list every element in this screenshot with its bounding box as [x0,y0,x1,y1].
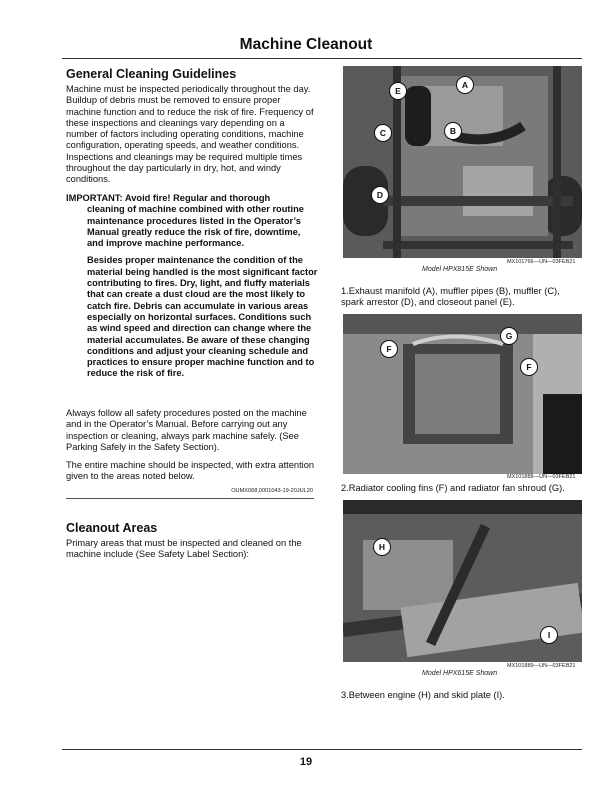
important-lead: IMPORTANT: Avoid fire! Regular and thorough [66,193,271,203]
callout-f-right: F [520,358,538,376]
item-3-num: 3. [341,690,349,700]
cleanout-heading: Cleanout Areas [66,521,158,535]
item-3 [341,690,581,701]
figure-3-caption: Model HPX615E Shown [422,670,498,677]
cleanout-text: Primary areas that must be inspected and cleaned on the machine include (See Safety Label Section): [66,538,302,560]
callout-d: D [371,186,389,204]
general-heading: General Cleaning Guidelines [66,67,237,81]
item-1-num: 1. [341,286,349,296]
title-rule [62,58,582,59]
safety-text: Always follow all safety procedures posted on the machine and in the Operator’s Manual. Before carrying out any inspection or cleaning, always park machine safely. (See Parking Safely in the Safety Section). [66,408,307,452]
figure-1-caption: Model HPX815E Shown [422,266,498,273]
section-rule [66,498,314,499]
item-2 [341,483,581,494]
footer-rule [62,749,582,750]
item-1-text: Exhaust manifold (A), muffler pipes (B), muffler (C), spark arrestor (D), and closeout panel (E). [341,286,560,308]
figure-1-photo [343,66,582,258]
page-title: Machine Cleanout [239,36,373,53]
radiator-photo-illustration [343,314,582,474]
important-block [66,193,318,380]
inspect-text: The entire machine should be inspected, with extra attention given to the areas noted below. [66,460,315,482]
item-2-num: 2. [341,483,349,493]
callout-f-left: F [380,340,398,358]
callout-i: I [540,626,558,644]
figure-1-id: MX101766—UN—03FEB21 [507,259,576,265]
figure-2-id: MX101888—UN—03FEB21 [507,474,576,480]
source-ref: OUMX068,0001043-19-20JUL20 [231,488,313,494]
important-para2: Besides proper maintenance the condition of the material being handled is the most significant factor contributing to fires. Dry, light, and fluffy materials that can create a dust cloud are the most likely to catch fire. Debris can accumulate in various areas especially on horizontal surfaces. Conditions such as wind speed and direction can change where the material accumulates. Be aware of these changing conditions and adjust your cleaning schedule and practices to ensure proper machine function and to reduce the risk of fire. [87,255,318,379]
callout-g: G [500,327,518,345]
callout-a: A [456,76,474,94]
page-number: 19 [299,756,313,768]
callout-h: H [373,538,391,556]
callout-b: B [444,122,462,140]
item-3-text: Between engine (H) and skid plate (I). [348,690,505,700]
callout-c: C [374,124,392,142]
important-rest: cleaning of machine combined with other routine maintenance procedures listed in the Operator’s Manual greatly reduce the risk of fire, downtime, and improve machine performance. [87,204,304,249]
figure-3-id: MX101889—UN—03FEB21 [507,663,576,669]
item-1 [341,286,581,309]
item-2-text: Radiator cooling fins (F) and radiator fan shroud (G). [348,483,565,493]
general-intro: Machine must be inspected periodically throughout the day. Buildup of debris must be removed to ensure proper machine function and to reduce the risk of fire. Frequency of these inspections and cleanings vary depending on a number of factors including operating conditions, machine configuration, operating speeds, and weather conditions. Inspections and cleanings may be required multiple times throughout the day particularly in dry, hot, and windy conditions. [66,84,314,185]
callout-e: E [389,82,407,100]
engine-photo-illustration [343,66,582,258]
figure-2-photo [343,314,582,474]
